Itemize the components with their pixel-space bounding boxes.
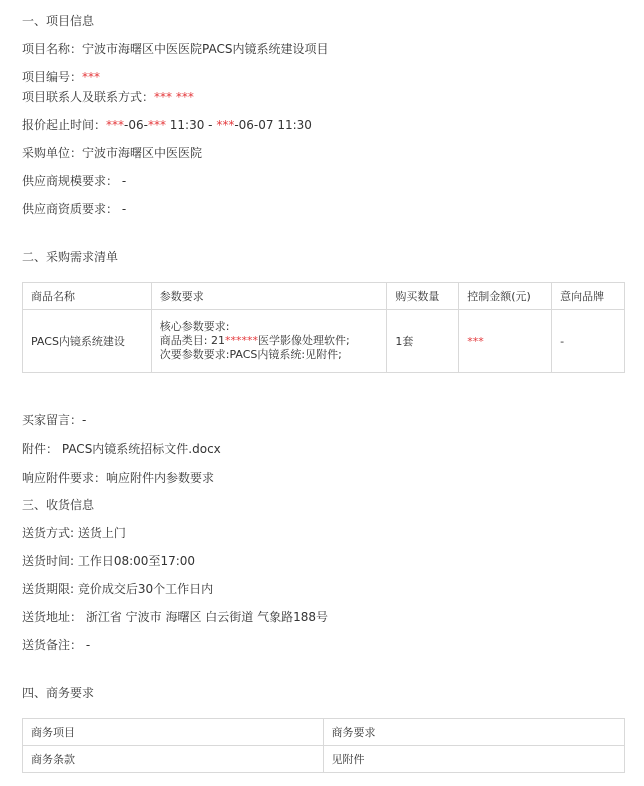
col-header-business-item: 商务项目 — [23, 719, 324, 746]
business-table-header — [23, 719, 625, 746]
buyer-unit-label: 采购单位： — [22, 146, 83, 160]
project-name-value: 宁波市海曙区中医医院PACS内镜系统建设项目 — [82, 42, 329, 56]
cell-amount: *** — [459, 310, 552, 373]
param-line-2 — [160, 334, 379, 348]
cell-quantity: 1套 — [387, 310, 459, 373]
table-row — [23, 746, 625, 773]
buyer-message — [22, 412, 86, 428]
param-line-1: 核心参数要求: — [159, 320, 230, 333]
quote-masked-1: *** — [106, 118, 125, 132]
project-number — [22, 69, 100, 85]
quote-period-label: 报价起止时间： — [22, 118, 107, 132]
col-header-quantity: 购买数量 — [387, 283, 459, 310]
param-line-3: 次要参数要求:PACS内镜系统:见附件; — [159, 348, 342, 361]
response-requirement — [22, 470, 214, 486]
section-title-requirements: 二、采购需求清单 — [22, 250, 119, 264]
param-category-name: 医学影像处理软件; — [257, 334, 350, 347]
project-name — [22, 41, 328, 57]
quote-text-3: -06-07 11:30 — [234, 118, 312, 132]
business-table — [22, 718, 625, 773]
quote-masked-2: *** — [147, 118, 166, 132]
col-header-parameters: 参数要求 — [151, 283, 387, 310]
buyer-unit — [22, 145, 202, 161]
delivery-time: 送货时间: 工作日08:00至17:00 — [22, 554, 196, 568]
requirements-table — [22, 282, 625, 373]
project-number-value: *** — [82, 70, 101, 84]
project-name-label: 项目名称： — [22, 42, 83, 56]
requirements-table-header — [23, 283, 625, 310]
quote-masked-3: *** — [216, 118, 235, 132]
buyer-unit-value: 宁波市海曙区中医医院 — [82, 146, 203, 160]
supplier-qualification-label: 供应商资质要求： — [22, 202, 119, 216]
response-requirement-value: 响应附件内参数要求 — [106, 471, 215, 485]
project-contact — [22, 89, 194, 105]
param-category-text: 商品类目: 21 — [159, 334, 225, 347]
delivery-method: 送货方式: 送货上门 — [22, 526, 126, 540]
col-header-product-name: 商品名称 — [23, 283, 152, 310]
param-category-masked: ****** — [224, 334, 258, 347]
supplier-qualification-value: - — [121, 202, 127, 216]
supplier-qualification — [22, 201, 126, 217]
table-row — [23, 310, 625, 373]
delivery-deadline: 送货期限: 竞价成交后30个工作日内 — [22, 582, 214, 596]
section-title-business: 四、商务要求 — [22, 686, 95, 700]
buyer-message-label: 买家留言： — [22, 413, 83, 427]
quote-text-1: -06- — [124, 118, 148, 132]
buyer-message-value: - — [82, 413, 87, 427]
attachment-file-link[interactable]: PACS内镜系统招标文件.docx — [61, 442, 221, 456]
delivery-remark: 送货备注： - — [22, 638, 91, 652]
response-requirement-label: 响应附件要求： — [22, 471, 107, 485]
project-number-label: 项目编号： — [22, 70, 83, 84]
supplier-scale-value: - — [121, 174, 127, 188]
cell-business-requirement: 见附件 — [323, 746, 625, 773]
supplier-scale-label: 供应商规模要求： — [22, 174, 119, 188]
section-title-delivery: 三、收货信息 — [22, 498, 95, 512]
col-header-brand: 意向品牌 — [552, 283, 625, 310]
section-title-project-info: 一、项目信息 — [22, 14, 95, 28]
project-contact-value: *** *** — [154, 90, 194, 104]
col-header-amount: 控制金额(元) — [459, 283, 552, 310]
attachment — [22, 441, 221, 457]
col-header-business-requirement: 商务要求 — [323, 719, 625, 746]
supplier-scale — [22, 173, 126, 189]
delivery-address: 送货地址： 浙江省 宁波市 海曙区 白云街道 气象路188号 — [22, 610, 328, 624]
cell-product-name: PACS内镜系统建设 — [23, 310, 152, 373]
quote-text-2: 11:30 - — [165, 118, 217, 132]
cell-brand: - — [552, 310, 625, 373]
attachment-label: 附件： — [22, 442, 59, 456]
project-contact-label: 项目联系人及联系方式： — [22, 90, 155, 104]
cell-business-item: 商务条款 — [23, 746, 324, 773]
quote-period — [22, 117, 312, 133]
cell-parameters — [151, 310, 387, 373]
